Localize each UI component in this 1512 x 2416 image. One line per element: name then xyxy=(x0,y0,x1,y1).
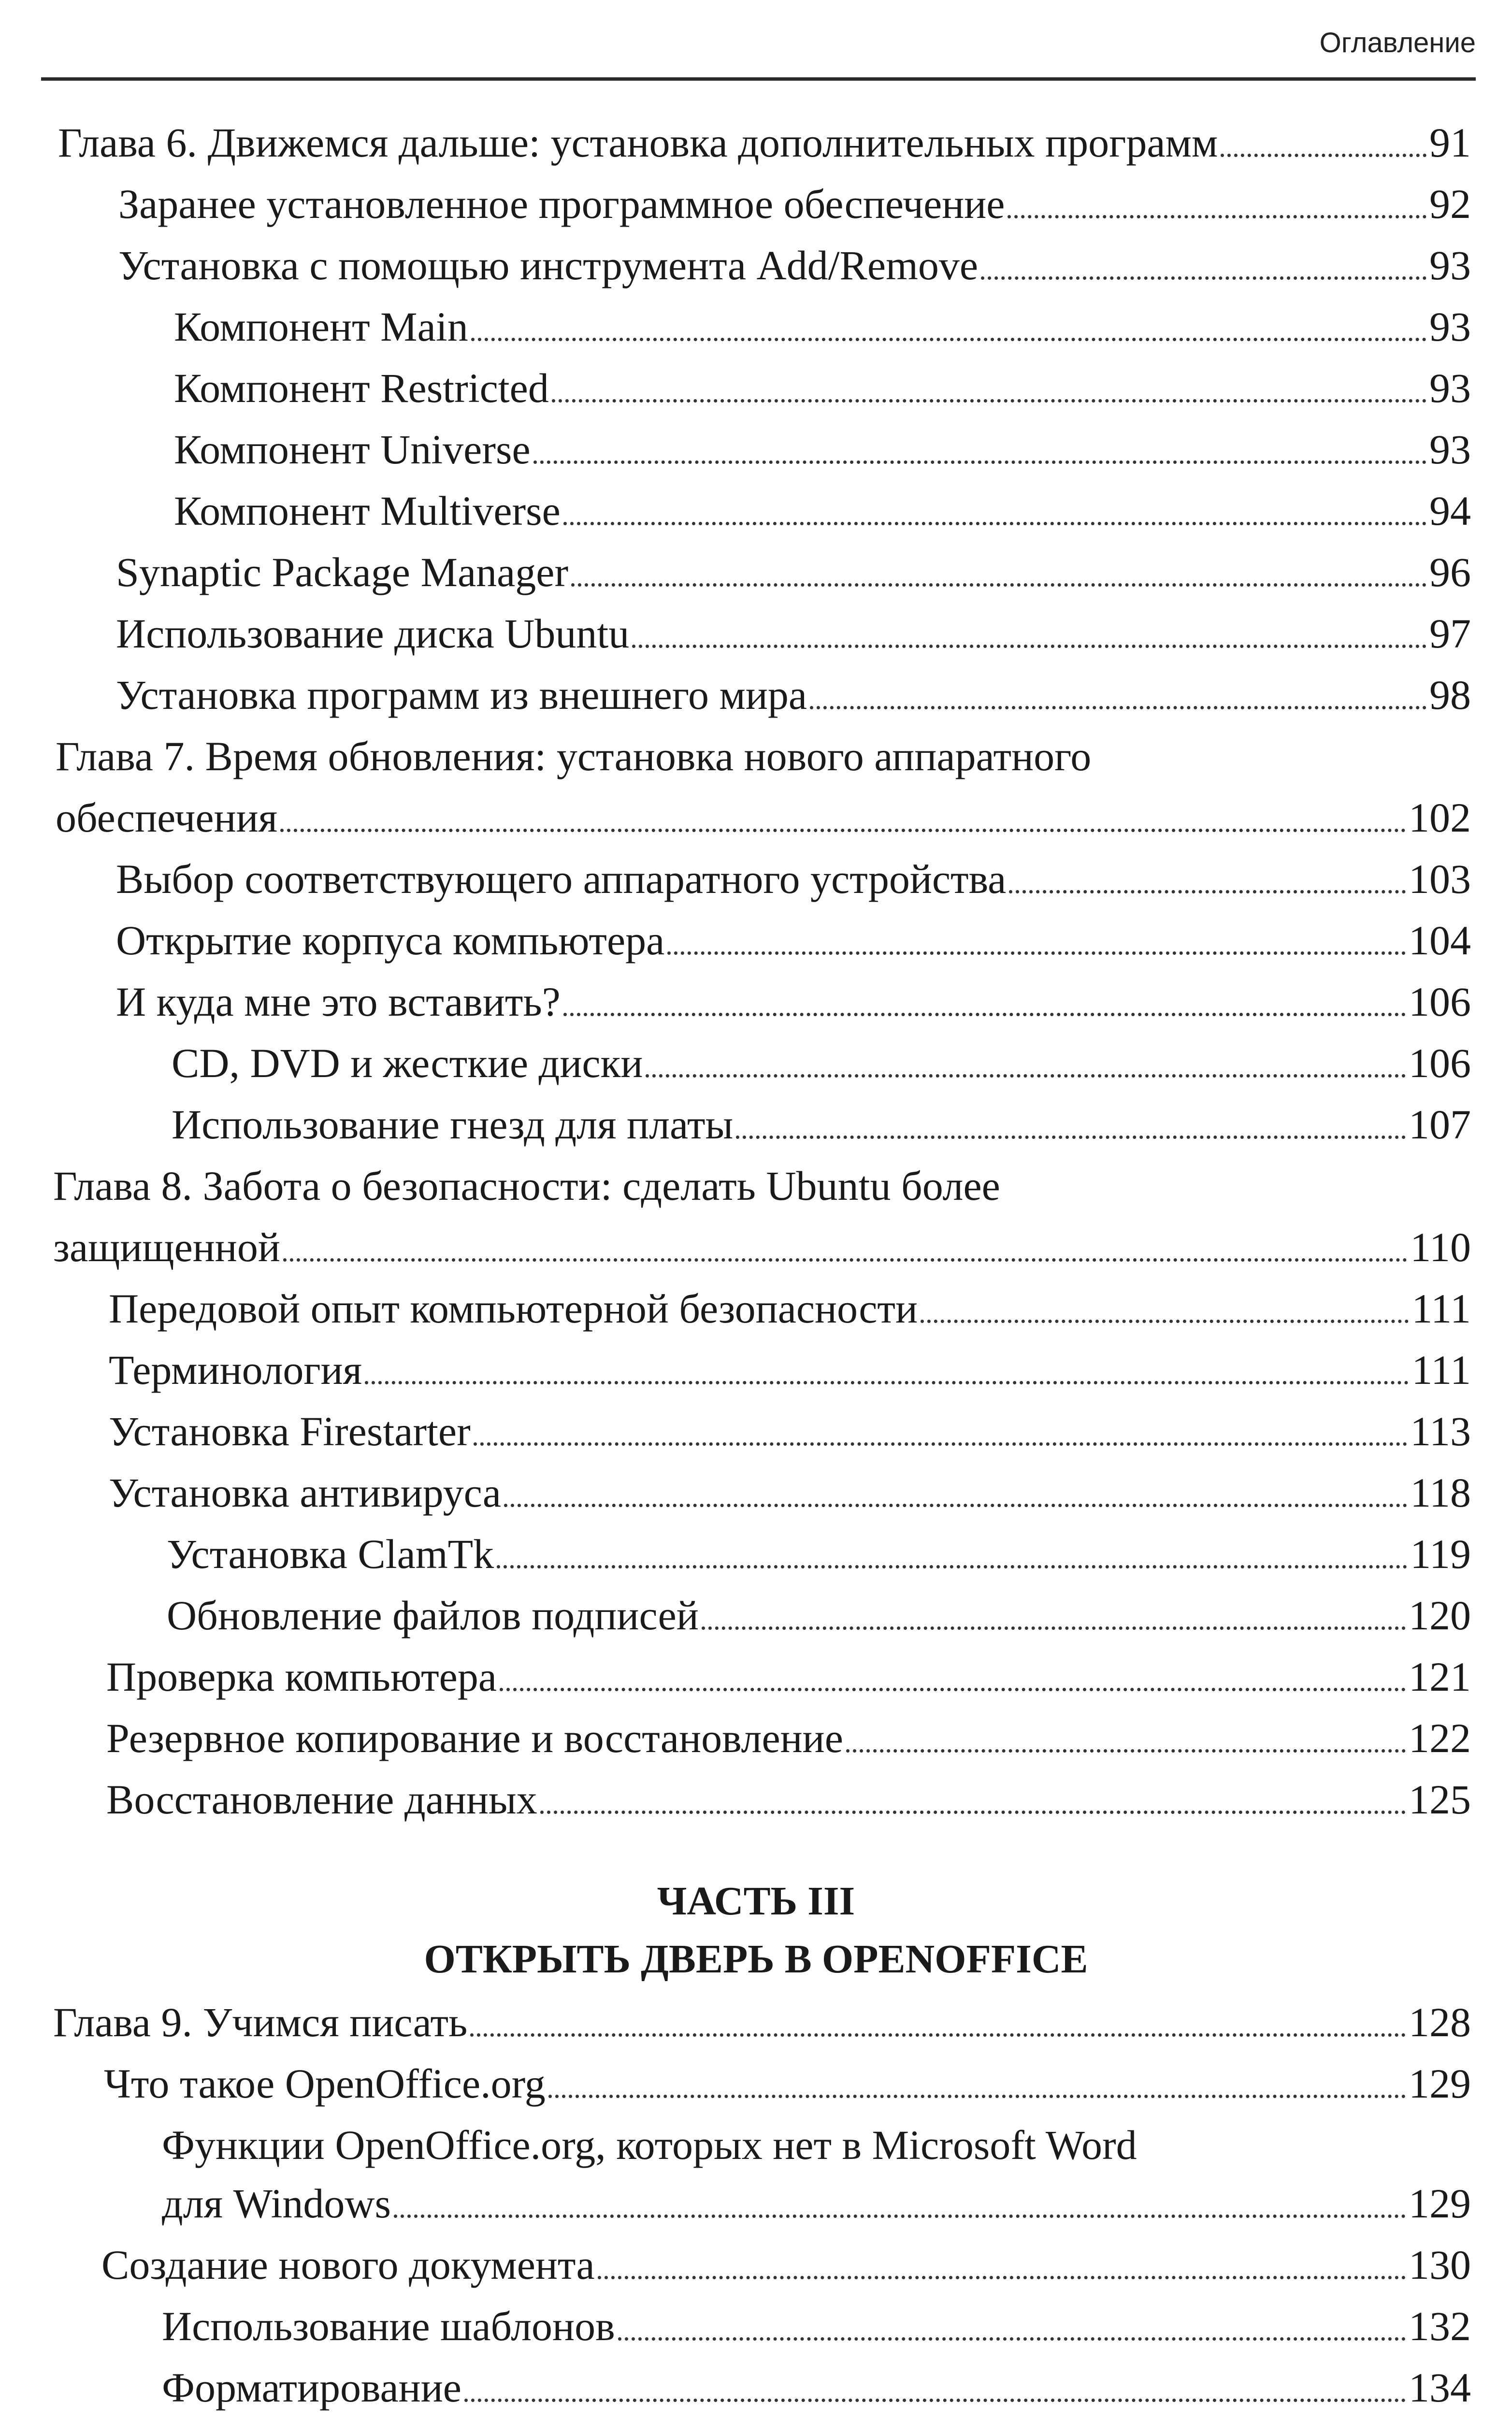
part-heading-number: ЧАСТЬ III xyxy=(657,1879,855,1924)
toc-entry-sub xyxy=(167,1591,1471,1639)
dot-leader xyxy=(981,276,1426,280)
dot-leader xyxy=(548,2095,1406,2098)
part-heading-title: ОТКРЫТЬ ДВЕРЬ В OPENOFFICE xyxy=(424,1937,1088,1982)
toc-entry-page: 110 xyxy=(1410,1224,1471,1270)
toc-entry-page: 134 xyxy=(1409,2364,1471,2411)
toc-entry xyxy=(109,1468,1471,1517)
toc-entry-title: Резервное копирование и восстановление xyxy=(106,1715,843,1761)
toc-entry-title: для Windows xyxy=(162,2180,391,2227)
dot-leader xyxy=(1009,890,1406,893)
toc-entry xyxy=(118,241,1471,289)
toc-entry-title: Установка программ из внешнего мира xyxy=(116,672,807,718)
toc-entry-title: Открытие корпуса компьютера xyxy=(116,917,665,964)
dot-leader xyxy=(365,1381,1409,1384)
toc-entry xyxy=(109,1284,1471,1333)
toc-entry-title: Глава 6. Движемся дальше: установка дополнительных программ xyxy=(58,119,1218,166)
toc-entry-title: Заранее установленное программное обеспечение xyxy=(118,181,1005,227)
toc-entry-page: 122 xyxy=(1409,1715,1471,1761)
toc-entry-title: И куда мне это вставить? xyxy=(116,978,561,1025)
toc-entry xyxy=(106,1653,1471,1701)
toc-entry-page: 103 xyxy=(1409,856,1471,902)
dot-leader xyxy=(736,1136,1406,1139)
toc-entry-title: CD, DVD и жесткие диски xyxy=(172,1040,643,1086)
toc-entry-title: Создание нового документа xyxy=(101,2242,595,2288)
toc-entry xyxy=(109,1407,1471,1455)
dot-leader xyxy=(810,706,1426,709)
toc-entry xyxy=(106,1775,1471,1824)
toc-entry xyxy=(109,1346,1471,1394)
toc-entry-page: 104 xyxy=(1409,917,1471,964)
toc-entry-chapter-line1: Глава 8. Забота о безопасности: сделать Ubuntu более xyxy=(53,1163,1000,1209)
toc-entry-sub xyxy=(174,302,1471,351)
toc-entry-page: 129 xyxy=(1409,2060,1471,2107)
dot-leader xyxy=(280,829,1406,832)
toc-entry xyxy=(116,978,1471,1026)
dot-leader xyxy=(552,399,1426,403)
dot-leader xyxy=(921,1320,1409,1323)
toc-entry-page: 132 xyxy=(1409,2303,1471,2349)
toc-entry-page: 119 xyxy=(1410,1531,1471,1577)
running-head: Оглавление xyxy=(1319,27,1476,58)
toc-entry-sub xyxy=(162,2363,1471,2412)
toc-entry-page: 96 xyxy=(1429,549,1471,595)
toc-entry-page: 106 xyxy=(1409,978,1471,1025)
dot-leader xyxy=(504,1504,1407,1507)
dot-leader xyxy=(846,1749,1406,1753)
toc-entry-sub xyxy=(174,487,1471,535)
toc-entry-page: 97 xyxy=(1429,610,1471,657)
dot-leader xyxy=(471,338,1426,341)
dot-leader xyxy=(667,951,1406,955)
toc-entry xyxy=(116,548,1471,596)
toc-entry-chapter xyxy=(53,1998,1471,2046)
dot-leader xyxy=(1221,154,1426,157)
toc-entry-chapter xyxy=(58,118,1471,167)
toc-entry-page: 120 xyxy=(1409,1592,1471,1639)
toc-entry-title: защищенной xyxy=(53,1224,280,1270)
toc-entry-title: Установка ClamTk xyxy=(167,1531,494,1577)
toc-entry-title: Глава 9. Учимся писать xyxy=(53,1999,468,2045)
toc-entry-sub xyxy=(172,1100,1471,1149)
dot-leader xyxy=(598,2276,1406,2279)
dot-leader xyxy=(500,1688,1406,1691)
dot-leader xyxy=(571,583,1426,587)
toc-entry-title: Использование гнезд для платы xyxy=(172,1101,734,1148)
toc-entry xyxy=(104,2059,1471,2108)
toc-entry-page: 130 xyxy=(1409,2242,1471,2288)
toc-entry-page: 118 xyxy=(1410,1469,1471,1516)
toc-entry-page: 93 xyxy=(1429,303,1471,350)
toc-entry xyxy=(116,916,1471,964)
toc-entry-title: Установка антивируса xyxy=(109,1469,502,1516)
dot-leader xyxy=(563,1013,1406,1016)
toc-entry-title: обеспечения xyxy=(56,794,278,841)
toc-entry-page: 93 xyxy=(1429,242,1471,288)
dot-leader xyxy=(474,1442,1407,1446)
toc-entry-sub-line1: Функции OpenOffice.org, которых нет в Microsoft Word xyxy=(162,2122,1137,2168)
toc-entry-sub xyxy=(174,425,1471,474)
dot-leader xyxy=(497,1565,1407,1568)
toc-entry-page: 98 xyxy=(1429,672,1471,718)
toc-entry-chapter xyxy=(53,1223,1471,1271)
dot-leader xyxy=(1008,215,1426,218)
toc-entry-page: 102 xyxy=(1409,794,1471,841)
toc-entry-title: Компонент Multiverse xyxy=(174,488,561,534)
dot-leader xyxy=(702,1626,1406,1630)
toc-entry-title: Что такое OpenOffice.org xyxy=(104,2060,546,2107)
toc-entry-page: 91 xyxy=(1429,119,1471,166)
toc-entry-page: 128 xyxy=(1409,1999,1471,2045)
dot-leader xyxy=(283,1258,1407,1262)
toc-entry-title: Форматирование xyxy=(162,2364,461,2411)
toc-entry-chapter-line1: Глава 7. Время обновления: установка нового аппаратного xyxy=(56,733,1092,779)
toc-entry-sub xyxy=(172,1039,1471,1087)
toc-entry-title: Компонент Main xyxy=(174,303,468,350)
toc-entry-title: Использование шаблонов xyxy=(162,2303,615,2349)
toc-entry-page: 111 xyxy=(1411,1285,1471,1332)
toc-entry xyxy=(118,180,1471,228)
toc-entry-page: 113 xyxy=(1410,1408,1471,1454)
toc-entry xyxy=(116,609,1471,658)
dot-leader xyxy=(540,1811,1406,1814)
toc-entry-title: Установка с помощью инструмента Add/Remove xyxy=(118,242,979,288)
toc-entry-page: 125 xyxy=(1409,1776,1471,1823)
toc-entry-page: 92 xyxy=(1429,181,1471,227)
toc-entry-page: 94 xyxy=(1429,488,1471,534)
toc-entry-sub xyxy=(167,1530,1471,1578)
toc-entry xyxy=(106,1714,1471,1762)
toc-entry-sub xyxy=(162,2179,1471,2228)
toc-entry-title: Передовой опыт компьютерной безопасности xyxy=(109,1285,918,1332)
toc-entry-title: Проверка компьютера xyxy=(106,1654,497,1700)
toc-entry-title: Компонент Universe xyxy=(174,426,531,473)
toc-entry-title: Выбор соответствующего аппаратного устройства xyxy=(116,856,1007,902)
toc-entry-title: Компонент Restricted xyxy=(174,365,549,411)
toc-entry-sub xyxy=(174,364,1471,412)
toc-entry-chapter xyxy=(56,793,1471,842)
toc-entry-title: Установка Firestarter xyxy=(109,1408,471,1454)
toc-entry xyxy=(116,855,1471,903)
dot-leader xyxy=(464,2399,1406,2402)
toc-entry-page: 93 xyxy=(1429,426,1471,473)
dot-leader xyxy=(533,460,1426,464)
toc-entry-title: Терминология xyxy=(109,1347,362,1393)
dot-leader xyxy=(470,2033,1406,2037)
toc-entry-page: 106 xyxy=(1409,1040,1471,1086)
toc-entry-title: Synaptic Package Manager xyxy=(116,549,569,595)
toc-entry-title: Восстановление данных xyxy=(106,1776,537,1823)
dot-leader xyxy=(618,2337,1406,2341)
toc-entry-title: Использование диска Ubuntu xyxy=(116,610,630,657)
toc-entry xyxy=(116,671,1471,719)
toc-entry-page: 111 xyxy=(1411,1347,1471,1393)
toc-entry-sub xyxy=(162,2302,1471,2350)
dot-leader xyxy=(632,645,1426,648)
toc-entry-page: 93 xyxy=(1429,365,1471,411)
toc-entry-page: 107 xyxy=(1409,1101,1471,1148)
toc-entry-title: Обновление файлов подписей xyxy=(167,1592,699,1639)
toc-entry xyxy=(101,2241,1471,2289)
toc-entry-page: 129 xyxy=(1409,2180,1471,2227)
toc-entry-page: 121 xyxy=(1409,1654,1471,1700)
dot-leader xyxy=(563,522,1426,525)
dot-leader xyxy=(646,1074,1406,1078)
dot-leader xyxy=(394,2215,1406,2218)
